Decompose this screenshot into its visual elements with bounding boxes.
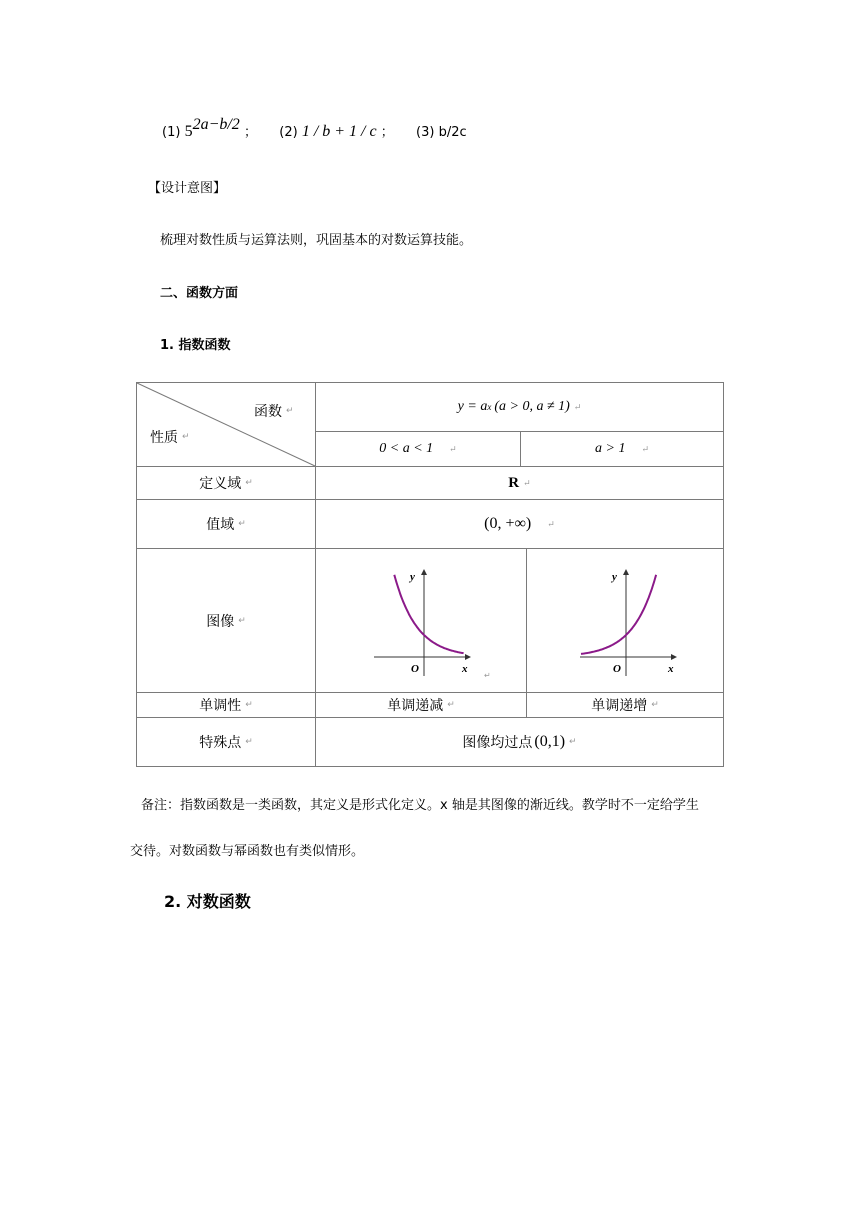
range-label-text: 值域 bbox=[206, 517, 235, 533]
answers-line bbox=[162, 116, 467, 141]
answer-2-separator: ； bbox=[380, 125, 394, 140]
case-large-text: a > 1 bbox=[595, 441, 626, 456]
note-line-2: 交待。对数函数与幂函数也有类似情形。 bbox=[130, 844, 365, 859]
design-intent-title: 【设计意图】 bbox=[148, 181, 227, 196]
subsection-heading-exponential: 1. 指数函数 bbox=[160, 338, 231, 353]
increasing-curve bbox=[581, 575, 656, 654]
domain-value: R ↵ bbox=[508, 474, 531, 491]
decreasing-curve bbox=[394, 575, 463, 653]
special-text: 图像均过点 bbox=[462, 735, 533, 751]
x-axis-label: x bbox=[462, 663, 468, 675]
monotonic-large-text: 单调递增 bbox=[591, 698, 648, 714]
graph-label: 图像 ↵ bbox=[137, 549, 315, 692]
formula-exponent: x bbox=[487, 402, 492, 412]
graph-label-text: 图像 bbox=[206, 613, 235, 630]
domain-value-text: R bbox=[508, 474, 520, 491]
origin-label: O bbox=[613, 663, 621, 675]
graph-decreasing bbox=[366, 564, 496, 684]
special-point-coord: (0,1) bbox=[534, 733, 566, 750]
case-a-less-than-1: 0 < a < 1 ↵ bbox=[379, 441, 457, 456]
formula-condition: (a > 0, a ≠ 1) bbox=[494, 399, 570, 414]
y-axis-label: y bbox=[410, 571, 415, 583]
range-value-text: (0, +∞) bbox=[484, 515, 532, 532]
x-axis-label: x bbox=[668, 663, 674, 675]
y-axis-label: y bbox=[612, 571, 617, 583]
svg-text:↵: ↵ bbox=[484, 671, 491, 680]
answer-2-expression: 1 / b + 1 / c bbox=[301, 123, 377, 140]
section-heading-functions: 二、函数方面 bbox=[160, 286, 239, 301]
answer-1-separator: ； bbox=[243, 125, 257, 140]
range-value: (0, +∞) ↵ bbox=[484, 515, 555, 532]
range-label: 值域 ↵ bbox=[137, 500, 315, 548]
domain-label: 定义域 ↵ bbox=[137, 467, 315, 499]
origin-label: O bbox=[411, 663, 419, 675]
corner-property-text: 性质 bbox=[150, 430, 178, 446]
monotonic-label-text: 单调性 bbox=[199, 698, 242, 714]
answer-2-label: (2) bbox=[279, 125, 298, 140]
subsection-heading-logarithmic: 2. 对数函数 bbox=[164, 892, 251, 911]
graph-increasing bbox=[572, 564, 702, 684]
special-point-label: 特殊点 ↵ bbox=[137, 718, 315, 766]
special-point-value: 图像均过点 (0,1) ↵ bbox=[462, 733, 577, 751]
exponential-function-table bbox=[136, 382, 724, 767]
monotonic-increasing: 单调递增 ↵ bbox=[527, 693, 723, 717]
answer-3-expression: b/2c bbox=[438, 125, 467, 140]
header-property-label: 性质 ↵ bbox=[150, 426, 210, 448]
monotonic-small-text: 单调递减 bbox=[387, 698, 444, 714]
header-diagonal bbox=[136, 382, 316, 467]
case-small-text: 0 < a < 1 bbox=[379, 441, 434, 456]
function-formula: y = a x (a > 0, a ≠ 1) ↵ bbox=[457, 399, 582, 414]
monotonic-decreasing: 单调递减 ↵ bbox=[316, 693, 526, 717]
answer-1-exponent: 2a−b/2 bbox=[192, 116, 240, 133]
header-function-label: 函数 ↵ bbox=[254, 400, 314, 422]
answer-1-base: 5 bbox=[184, 123, 193, 140]
note-line-1: 备注：指数函数是一类函数，其定义是形式化定义。x 轴是其图像的渐近线。教学时不一定给学生 bbox=[141, 798, 699, 813]
case-a-greater-than-1: a > 1 ↵ bbox=[595, 441, 649, 456]
design-intent-text: 梳理对数性质与运算法则，巩固基本的对数运算技能。 bbox=[160, 233, 473, 248]
answer-3-label: (3) bbox=[416, 125, 435, 140]
corner-function-text: 函数 bbox=[254, 404, 282, 420]
domain-label-text: 定义域 bbox=[199, 476, 242, 492]
formula-base: y = a bbox=[457, 399, 488, 414]
special-label-text: 特殊点 bbox=[199, 735, 242, 751]
answer-1-label: (1) bbox=[162, 125, 181, 140]
monotonic-label: 单调性 ↵ bbox=[137, 693, 315, 717]
